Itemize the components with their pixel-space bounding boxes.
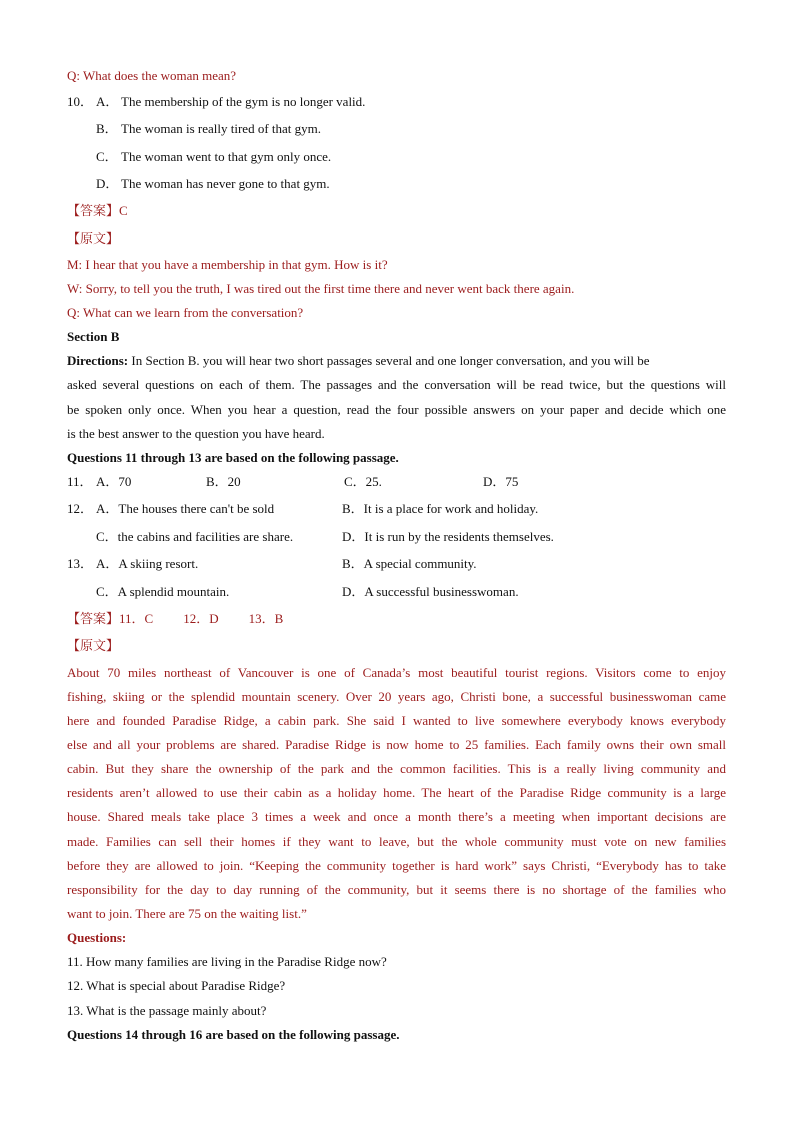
q13-option-c: C．A splendid mountain. (96, 584, 230, 599)
transcript-line-4: else and all your problems are shared. Paradise Ridge is now home to 25 families. Each family owns their own small (67, 737, 726, 752)
answer-12: 12．D (183, 611, 219, 626)
q11-number: 11． (67, 474, 93, 489)
q13-option-b: B．A special community. (342, 556, 477, 571)
passage1-transcript-label: 【原文】 (67, 638, 120, 653)
answer-13: 13．B (248, 611, 284, 626)
q10-option-b-letter: B． (96, 121, 118, 136)
answer-label: 【答案】 (67, 611, 120, 626)
q10-transcript-line-2: W: Sorry, to tell you the truth, I was tired out the first time there and never went back there again. (67, 281, 575, 296)
transcript-line-9: before they are allowed to join. “Keeping the community together is hard work” says Christi, “Everybody has to take (67, 858, 726, 873)
question-11-text: 11. How many families are living in the Paradise Ridge now? (67, 954, 387, 969)
transcript-line-6: residents aren’t allowed to use their cabin as a holiday home. The heart of the Paradise Ridge community is a large (67, 785, 726, 800)
q11-option-c: C．25. (344, 474, 382, 489)
q10-option-a: The membership of the gym is no longer valid. (121, 94, 366, 109)
directions-line-4: is the best answer to the question you have heard. (67, 426, 325, 441)
transcript-line-7: house. Shared meals take place 3 times a week and once a month there’s a meeting when important decisions are (67, 809, 726, 824)
passage1-answers (67, 611, 283, 627)
q12-number: 12． (67, 501, 94, 516)
q10-option-d-letter: D． (96, 176, 119, 191)
q13-option-a: A．A skiing resort. (96, 556, 199, 571)
transcript-line-8: made. Families can sell their homes if they want to leave, but the whole community must vote on new families (67, 834, 726, 849)
q10-number: 10． (67, 94, 94, 109)
q13-option-d: D．A successful businesswoman. (342, 584, 519, 599)
passage2-heading: Questions 14 through 16 are based on the following passage. (67, 1027, 400, 1042)
answer-value: C (119, 203, 128, 218)
directions-text-1: In Section B. you will hear two short passages several and one longer conversation, and you will be (128, 353, 650, 368)
q10-question: Q: What does the woman mean? (67, 68, 237, 83)
transcript-line-3: here and founded Paradise Ridge, a cabin park. She said I wanted to live somewhere everybody knows everybody (67, 713, 726, 728)
question-12-text: 12. What is special about Paradise Ridge? (67, 978, 286, 993)
q12-option-c: C．the cabins and facilities are share. (96, 529, 294, 544)
transcript-line-1: About 70 miles northeast of Vancouver is one of Canada’s most beautiful tourist regions. Visitors come to enjoy (67, 665, 726, 680)
q11-option-d: D．75 (483, 474, 519, 489)
transcript-line-2: fishing, skiing or the splendid mountain scenery. Over 20 years ago, Christi bone, a successful businesswoman came (67, 689, 726, 704)
q11-option-b: B．20 (206, 474, 241, 489)
question-13-text: 13. What is the passage mainly about? (67, 1003, 267, 1018)
passage1-heading: Questions 11 through 13 are based on the following passage. (67, 450, 399, 465)
answer-label: 【答案】 (67, 203, 120, 218)
q10-option-b: The woman is really tired of that gym. (121, 121, 322, 136)
q11-option-a: A．70 (96, 474, 132, 489)
q10-transcript-label: 【原文】 (67, 231, 120, 246)
directions-label: Directions: (67, 353, 129, 368)
q10-option-c-letter: C． (96, 149, 118, 164)
q10-option-c: The woman went to that gym only once. (121, 149, 332, 164)
section-b-title: Section B (67, 329, 120, 344)
q10-transcript-line-3: Q: What can we learn from the conversation? (67, 305, 304, 320)
transcript-line-5: cabin. But they share the ownership of the park and the common facilities. This is a really living community and (67, 761, 726, 776)
q10-answer (67, 203, 128, 219)
q12-option-a: A．The houses there can't be sold (96, 501, 275, 516)
transcript-line-10: responsibility for the day to day running of the community, but it seems there is no shortage of the families who (67, 882, 726, 897)
q10-transcript-line-1: M: I hear that you have a membership in that gym. How is it? (67, 257, 388, 272)
directions-line-3: be spoken only once. When you hear a question, read the four possible answers on your paper and decide which one (67, 402, 726, 417)
transcript-line-11: want to join. There are 75 on the waiting list.” (67, 906, 307, 921)
q13-number: 13． (67, 556, 94, 571)
directions-line-2: asked several questions on each of them. The passages and the conversation will be read twice, but the questions will (67, 377, 726, 392)
q10-option-a-letter: A． (96, 94, 119, 109)
answer-11: 11．C (119, 611, 154, 626)
directions-line-1 (67, 353, 649, 369)
q12-option-b: B．It is a place for work and holiday. (342, 501, 539, 516)
q10-option-d: The woman has never gone to that gym. (121, 176, 330, 191)
questions-label: Questions: (67, 930, 127, 945)
q12-option-d: D．It is run by the residents themselves. (342, 529, 554, 544)
